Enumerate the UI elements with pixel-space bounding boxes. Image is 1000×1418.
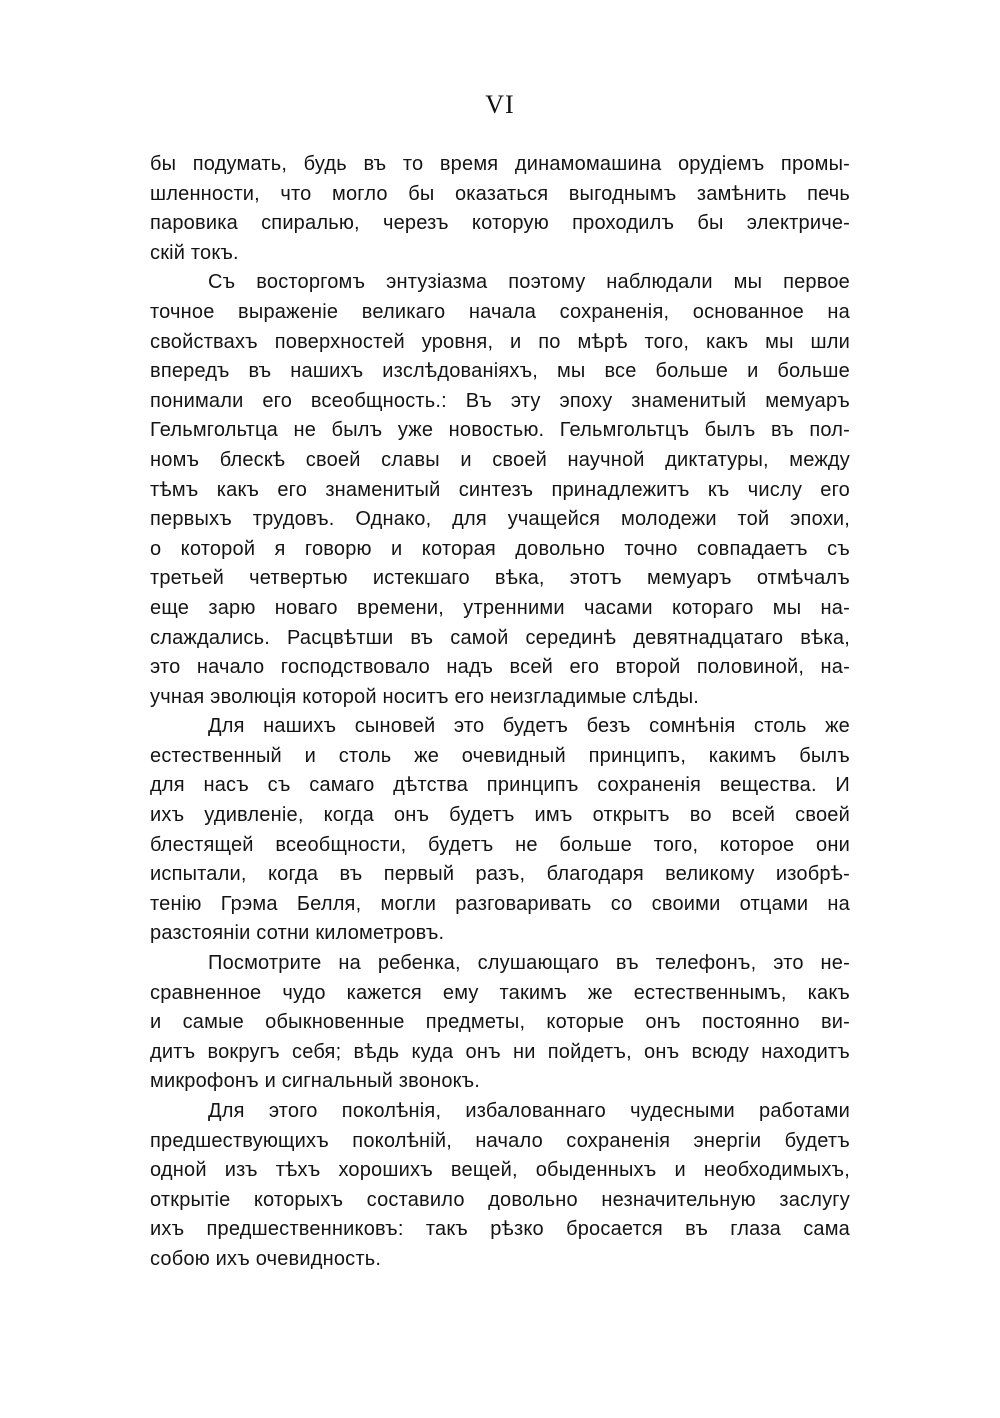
text-line: дитъ вокругъ себя; вѣдь куда онъ ни пойдетъ, онъ всюду находитъ (150, 1040, 850, 1063)
text-line: ихъ удивленіе, когда онъ будетъ имъ открытъ во всей своей (150, 804, 850, 827)
paragraph-5 (150, 1097, 850, 1275)
text-line: Съ восторгомъ энтузіазма поэтому наблюдали мы первое (208, 271, 850, 294)
text-line: первыхъ трудовъ. Однако, для учащейся молодежи той эпохи, (150, 508, 850, 531)
text-line: разстояніи сотни километровъ. (150, 922, 445, 945)
text-line: учная эволюція которой носитъ его неизгладимые слѣды. (150, 685, 700, 708)
text-line: свойствахъ поверхностей уровня, и по мѣрѣ того, какъ мы шли (150, 330, 850, 353)
paragraph-3 (150, 712, 850, 949)
text-line: блестящей всеобщности, будетъ не больше того, которое они (150, 833, 850, 856)
text-body (150, 150, 850, 1275)
text-line: тѣмъ какъ его знаменитый синтезъ принадлежитъ къ числу его (150, 478, 850, 501)
text-line: о которой я говорю и которая довольно точно совпадаетъ съ (150, 537, 850, 560)
text-line: предшествующихъ поколѣній, начало сохраненія энергіи будетъ (150, 1129, 850, 1152)
text-line: микрофонъ и сигнальный звонокъ. (150, 1070, 481, 1093)
text-line: испытали, когда въ первый разъ, благодаря великому изобрѣ- (150, 863, 850, 886)
text-line: ихъ предшественниковъ: такъ рѣзко бросается въ глаза сама (150, 1218, 850, 1241)
text-line: номъ блескѣ своей славы и своей научной диктатуры, между (150, 448, 850, 471)
text-line: Посмотрите на ребенка, слушающаго въ телефонъ, это не- (208, 952, 850, 975)
text-line: тенію Грэма Белля, могли разговаривать со своими отцами на (150, 892, 850, 915)
text-line: шленности, что могло бы оказаться выгоднымъ замѣнить печь (150, 182, 850, 205)
text-line: и самые обыкновенные предметы, которые онъ постоянно ви- (150, 1011, 850, 1034)
text-line: третьей четвертью истекшаго вѣка, этотъ мемуаръ отмѣчалъ (150, 567, 850, 590)
text-line: для насъ съ самаго дѣтства принципъ сохраненія вещества. И (150, 774, 850, 797)
text-line: Для этого поколѣнія, избалованнаго чудесными работами (208, 1100, 850, 1122)
text-line: понимали его всеобщность.: Въ эту эпоху знаменитый мемуаръ (150, 389, 850, 412)
text-line: собою ихъ очевидность. (150, 1247, 382, 1270)
text-line: сравненное чудо кажется ему такимъ же естественнымъ, какъ (150, 981, 850, 1004)
text-line: паровика спиралью, черезъ которую проходилъ бы электриче- (150, 212, 850, 235)
text-line: бы подумать, будь въ то время динамомашина орудіемъ промы- (150, 153, 850, 175)
paragraph-4 (150, 949, 850, 1097)
text-line: одной изъ тѣхъ хорошихъ вещей, обыденныхъ и необходимыхъ, (150, 1159, 850, 1182)
text-line: слаждались. Расцвѣтши въ самой серединѣ девятнадцатаго вѣка, (150, 626, 850, 649)
text-line: точное выраженіе великаго начала сохраненія, основанное на (150, 300, 850, 323)
text-line: Гельмгольтца не былъ уже новостью. Гельмгольтцъ былъ въ пол- (150, 419, 850, 442)
paragraph-2 (150, 268, 850, 712)
page-number: VI (485, 90, 515, 119)
paragraph-1 (150, 150, 850, 268)
text-line: это начало господствовало надъ всей его второй половиной, на- (150, 656, 850, 679)
text-line: скій токъ. (150, 241, 239, 264)
text-line: впередъ въ нашихъ изслѣдованіяхъ, мы все больше и больше (150, 360, 850, 383)
text-line: открытіе которыхъ составило довольно незначительную заслугу (150, 1188, 850, 1211)
text-line: естественный и столь же очевидный принципъ, какимъ былъ (150, 744, 850, 767)
text-line: Для нашихъ сыновей это будетъ безъ сомнѣнія столь же (208, 715, 850, 738)
text-line: еще зарю новаго времени, утренними часами котораго мы на- (150, 596, 850, 619)
